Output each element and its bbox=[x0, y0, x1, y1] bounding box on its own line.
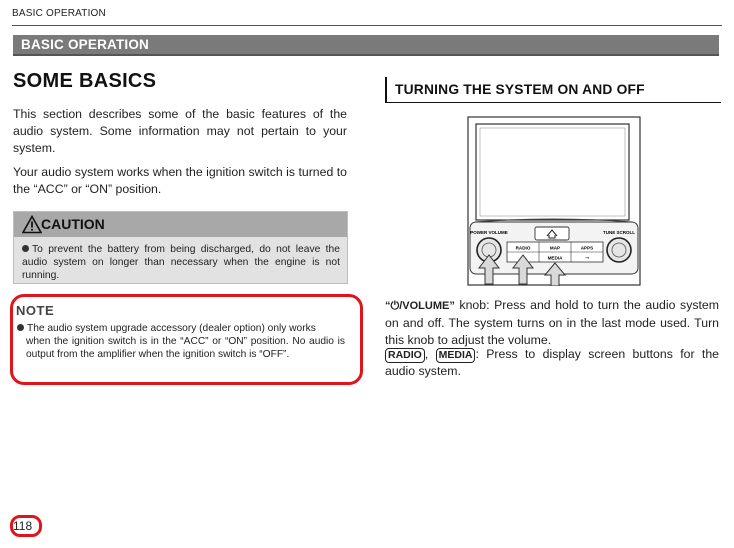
section-bar-title: BASIC OPERATION bbox=[21, 37, 150, 52]
comma: , bbox=[424, 347, 429, 361]
volume-text: knob: Press and hold to turn the audio system on and off. The system turns on in the last mode used. Turn this knob to adjust the volume. bbox=[385, 298, 719, 347]
device-map-button: MAP bbox=[549, 245, 561, 251]
volume-knob-label: “⏻/VOLUME” bbox=[385, 300, 455, 312]
note-line1: The audio system upgrade accessory (dealer option) only works bbox=[27, 323, 316, 334]
page-number: 118 bbox=[13, 519, 33, 533]
caution-body: To prevent the battery from being discharged, do not leave the audio system on longer than necessary when the engine is not running. bbox=[22, 244, 340, 281]
header-rule bbox=[12, 25, 722, 26]
caution-box bbox=[13, 211, 348, 284]
device-next-button: → bbox=[584, 255, 590, 262]
tune-scroll-knob bbox=[607, 238, 631, 262]
caution-title: CAUTION bbox=[41, 216, 105, 232]
section-bar bbox=[13, 35, 719, 56]
bullet-icon bbox=[22, 245, 29, 252]
caution-text bbox=[22, 243, 340, 282]
section-heading-text: TURNING THE SYSTEM ON AND OFF bbox=[395, 82, 645, 97]
right-knob-label: TUNE SCROLL bbox=[603, 230, 635, 235]
note-rest: when the ignition switch is in the “ACC” or “ON” position. No audio is output from the amplifier when the ignition switch is “OFF”. bbox=[26, 336, 345, 360]
device-radio-button: RADIO bbox=[515, 245, 531, 251]
section-heading bbox=[385, 77, 721, 103]
head-unit-illustration bbox=[467, 116, 641, 286]
note-text bbox=[17, 322, 345, 361]
page-title: SOME BASICS bbox=[13, 70, 157, 92]
radio-button-tag: RADIO bbox=[385, 348, 425, 363]
note-title: NOTE bbox=[16, 303, 55, 318]
caution-header bbox=[14, 212, 347, 237]
media-button-tag: MEDIA bbox=[436, 348, 476, 363]
running-head: BASIC OPERATION bbox=[12, 8, 106, 19]
volume-description bbox=[385, 297, 719, 349]
device-media-button: MEDIA bbox=[547, 255, 563, 261]
warning-icon bbox=[22, 215, 42, 234]
bullet-icon bbox=[17, 324, 24, 331]
buttons-description bbox=[385, 346, 719, 380]
intro-paragraph: This section describes some of the basic features of the audio system. Some information may not pertain to your system. bbox=[13, 107, 347, 155]
ignition-paragraph: Your audio system works when the ignition switch is turned to the “ACC” or “ON” position. bbox=[13, 165, 347, 196]
left-knob-label: POWER VOLUME bbox=[470, 230, 508, 235]
device-apps-button: APPS bbox=[580, 245, 594, 251]
buttons-text: : Press to display screen buttons for the audio system. bbox=[385, 347, 719, 378]
